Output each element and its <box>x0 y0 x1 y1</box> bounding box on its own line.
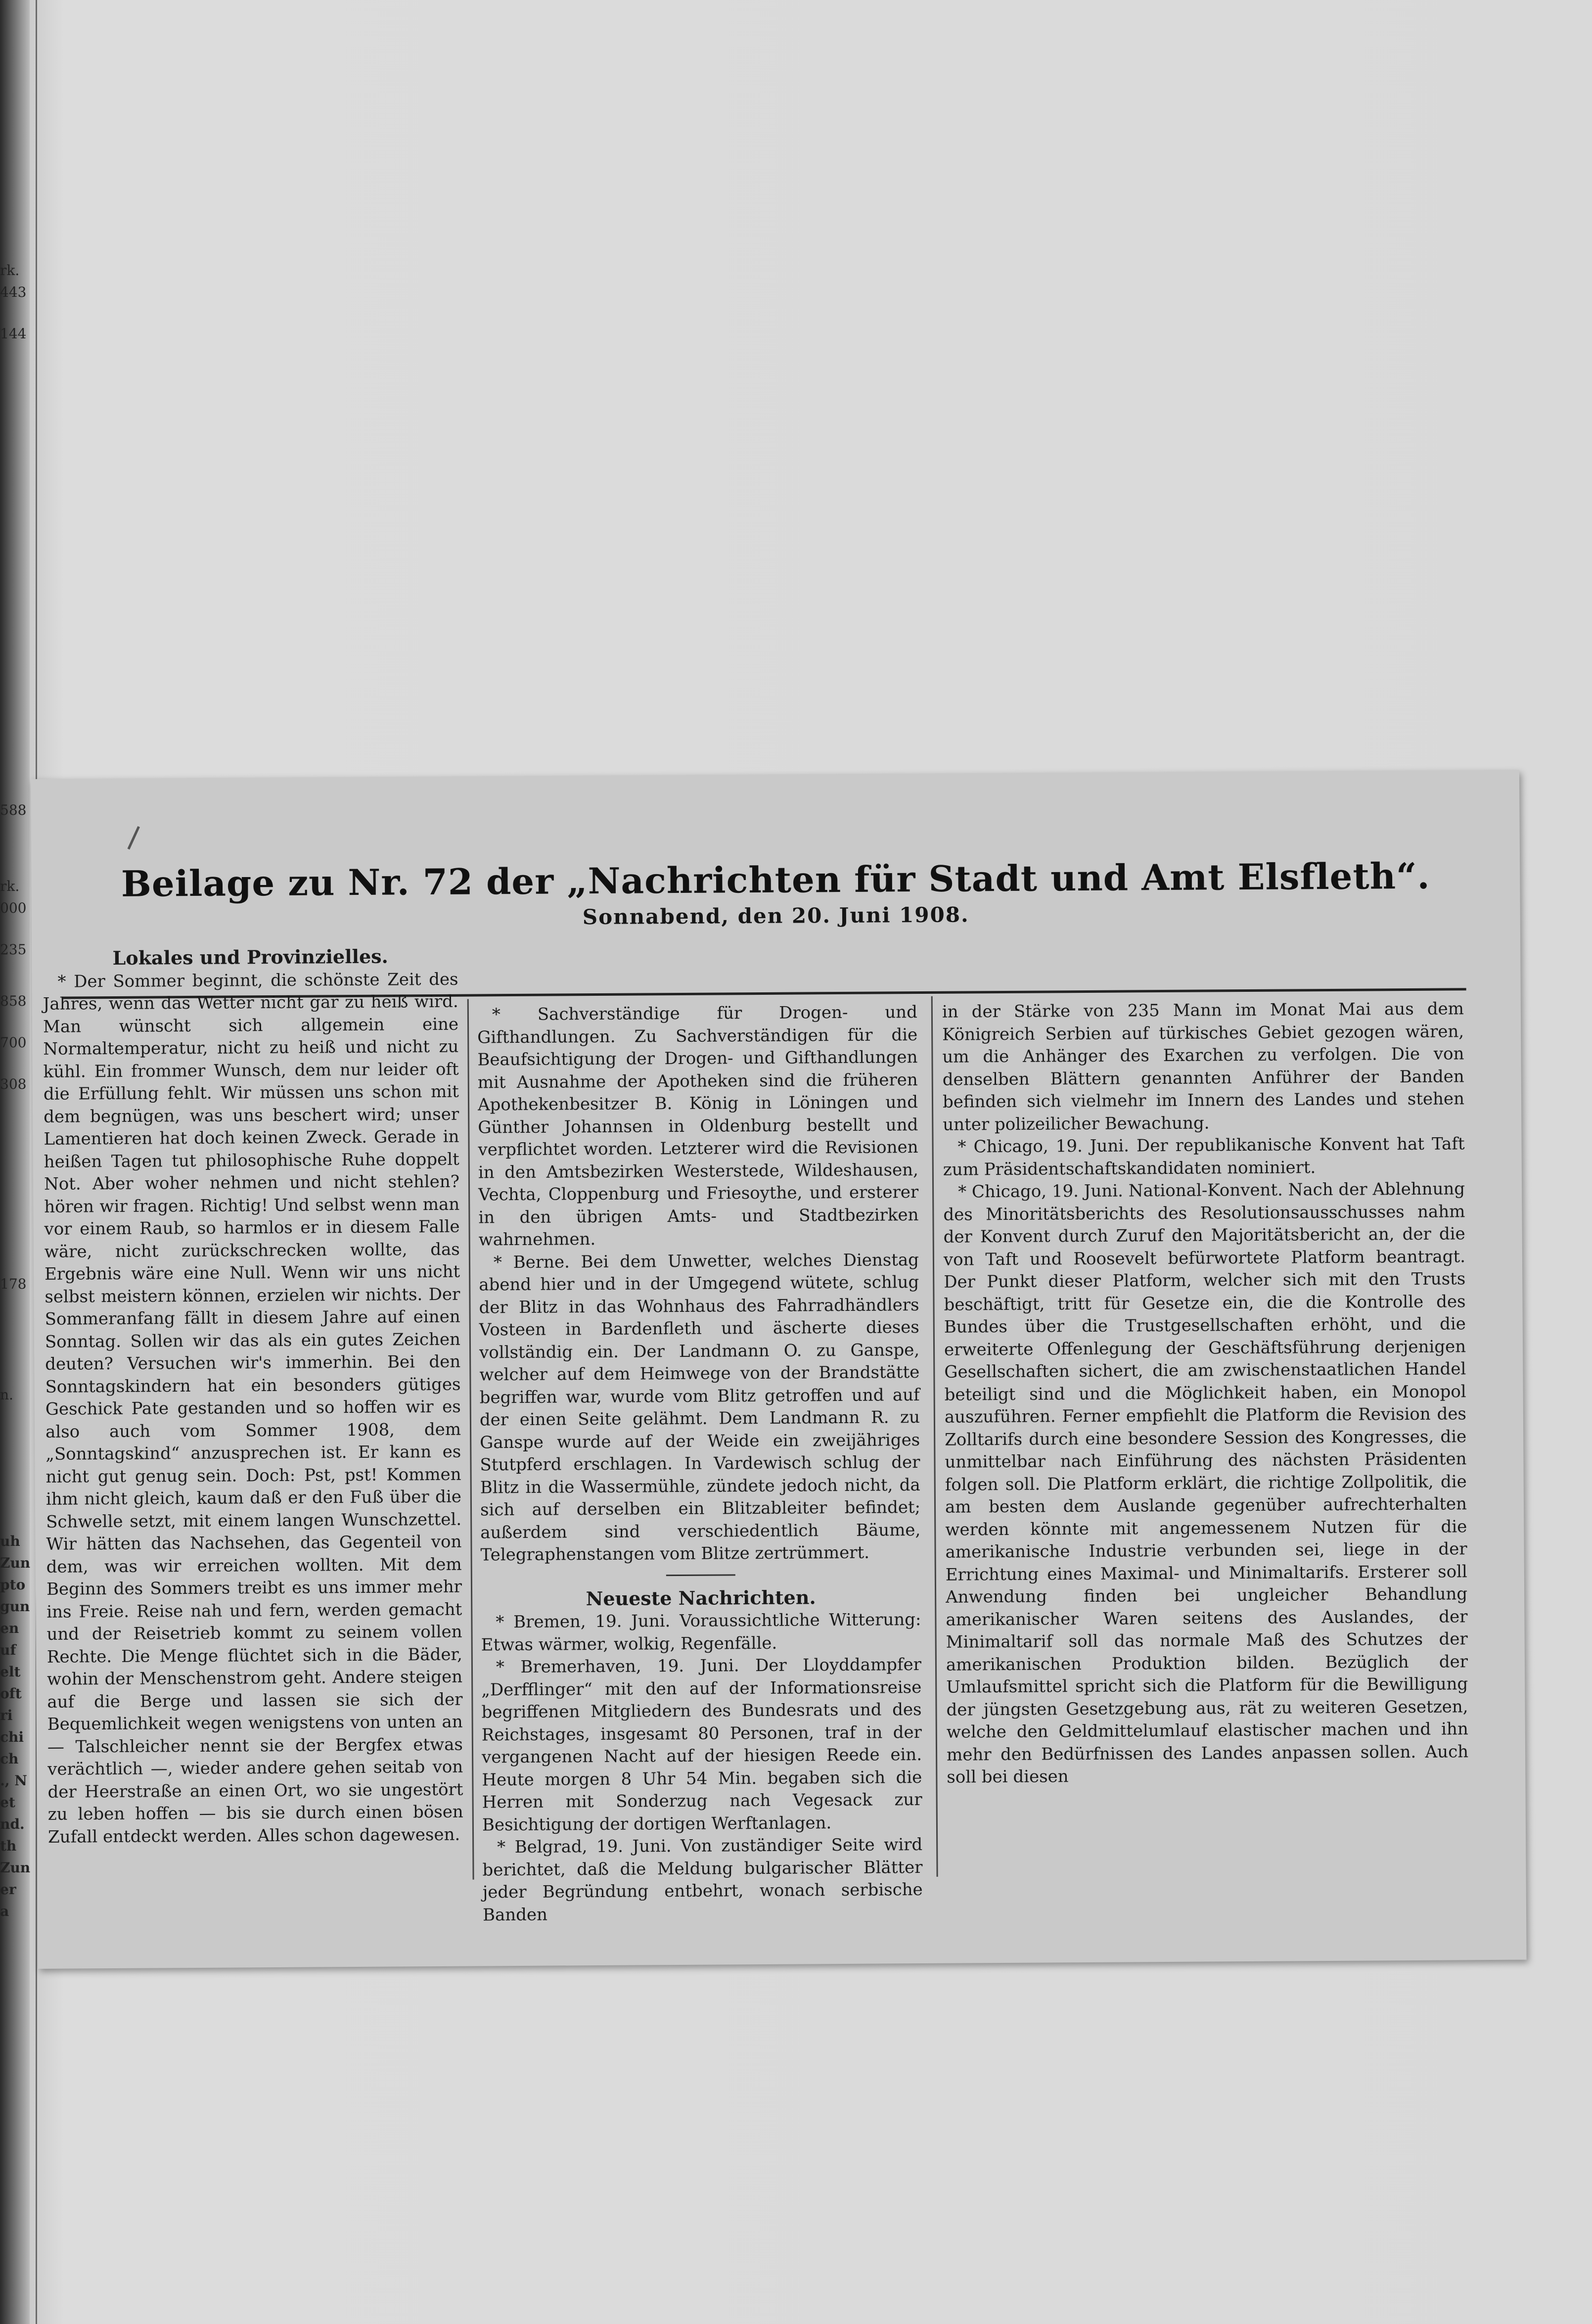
margin-fragment: en <box>0 1620 19 1636</box>
margin-fragment: 144 <box>0 325 27 342</box>
margin-fragments-top <box>0 260 36 345</box>
margin-fragment: 235 <box>0 941 27 958</box>
margin-fragment: n. <box>0 1387 13 1403</box>
margin-fragment: elt <box>0 1664 21 1680</box>
margin-fragment: 858 <box>0 993 27 1009</box>
margin-fragment: nd. <box>0 1816 25 1832</box>
article-bremerhaven: * Bremerhaven, 19. Juni. Der Lloyddampfer „Derfflinger“ mit den auf der Informationsreise begriffenen Mitgliedern des Bundesrats und des Reichstages, insgesamt 80 Personen, traf in der vergangenen Nacht auf der hiesigen Reede ein. Heute morgen 8 Uhr 54 Min. begaben sich die Herren mit Sonderzug nach Vegesack zur Besichtigung der dortigen Werftanlagen. <box>481 1655 922 1835</box>
margin-fragment: rk. <box>0 262 20 279</box>
margin-fragments-middle <box>0 799 36 1405</box>
article-belgrad-cont: in der Stärke von 235 Mann im Monat Mai aus dem Königreich Serbien auf türkisches Gebiet gezogen wären, um die Anhänger des Exarchen zu verfolgen. Die von denselben Blättern genannten Anführer der Banden befinden sich vielmehr im Innern des Landes und stehen unter polizeilicher Bewachung. <box>942 999 1465 1135</box>
margin-fragment: 588 <box>0 802 27 818</box>
margin-fragment: rk. <box>0 878 20 894</box>
margin-fragment: pto <box>0 1577 26 1593</box>
margin-fragment: ., N <box>0 1772 27 1789</box>
margin-fragment: uf <box>0 1642 16 1658</box>
section-heading: Lokales und Provinzielles. <box>112 945 388 969</box>
sheet-header <box>31 854 1520 932</box>
article-chicago-2: * Chicago, 19. Juni. National-Konvent. Nach der Ablehnung des Minoritätsberichts des Resolutionsausschusses nahm der Konvent durch Zuruf den Majoritätsbericht an, der die von Taft und Roosevelt befürwortete Platform beantragt. Der Punkt dieser Platform, welcher sich mit den Trusts beschäftigt, tritt für Gesetze ein, die die Kontrolle des Bundes über die Trustgesellschaften erhöht, und die erweiterte Offenlegung der Geschäftsführung derjenigen Gesellschaften sichert, die am zwischenstaatlichen Handel beteiligt sind und die Möglichkeit haben, ein Monopol auszuführen. Ferner empfiehlt die Platform die Revision des Zolltarifs durch eine besondere Session des Kongresses, die unmittelbar nach Einführung des nächsten Präsidenten folgen soll. Die Platform erklärt, die richtige Zollpolitik, die am besten dem Auslande gegenüber aufrechterhalten werden könnte mit angemessenem Nutzen für die amerikanische Industrie verbunden sei, liege in der Errichtung eines Maximal- und Minimaltarifs. Ersterer soll Anwendung finden bei ungleicher Behandlung amerikanischer Waren seitens des Auslandes, der Minimaltarif soll das normale Maß des Schutzes der amerikanischen Produktion bilden. Bezüglich der Umlaufsmittel spricht sich die Platform für die Bewilligung der jüngsten Gesetzgebung aus, rät zu weiteren Gesetzen, welche den Geldmittelumlauf elastischer machen und ihn mehr den Bedürfnissen des Landes anpassen sollen. Auch soll bei diesen <box>943 1179 1469 1787</box>
margin-fragment: oft <box>0 1685 22 1702</box>
margin-fragment: uh <box>0 1533 20 1549</box>
article-belgrad: * Belgrad, 19. Juni. Von zuständiger Seite wird berichtet, daß die Meldung bulgarischer Blätter jeder Begründung entbehrt, wonach serbische Banden <box>482 1835 923 1925</box>
column-local-news <box>43 945 463 1849</box>
margin-fragment: ch <box>0 1751 19 1767</box>
margin-fragment: er <box>0 1881 16 1898</box>
column-right <box>942 998 1469 1789</box>
margin-fragment: 178 <box>0 1276 27 1292</box>
margin-fragments-bottom <box>0 1529 36 1920</box>
margin-fragment: th <box>0 1838 17 1854</box>
article-experts: * Sachverständige für Drogen- und Gifthandlungen. Zu Sachverständigen für die Beaufsichtigung der Drogen- und Gifthandlungen mit Ausnahme der Apotheken sind die früheren Apothekenbesitzer B. König in Löningen und Günther Johannsen in Oldenburg bestellt und verpflichtet worden. Letzterer wird die Revisionen in den Amtsbezirken Westerstede, Wildeshausen, Vechta, Cloppenburg und Friesoythe, und ersterer in den übrigen Amts- und Stadtbezirken wahrnehmen. <box>477 1002 919 1250</box>
newspaper-supplement-sheet <box>31 770 1527 1969</box>
article-bremen: * Bremen, 19. Juni. Voraussichtliche Witterung: Etwas wärmer, wolkig, Regenfälle. <box>481 1610 921 1655</box>
margin-fragment: chi <box>0 1729 24 1745</box>
column-middle <box>477 1001 923 1926</box>
article-summer: * Der Sommer beginnt, die schönste Zeit des Jahres, wenn das Wetter nicht gar zu heiß wird. Man wünscht sich allgemein eine Normaltemperatur, nicht zu heiß und nicht zu kühl. Ein frommer Wunsch, dem nur leider oft die Erfüllung fehlt. Wir müssen uns schon mit dem begnügen, was uns beschert wird; unser Lamentieren hat doch keinen Zweck. Gerade in heißen Tagen tut philosophische Ruhe doppelt Not. Aber woher nehmen und nicht stehlen? hören wir fragen. Richtig! Und selbst wenn man vor einem Raub, so harmlos er in diesem Falle wäre, nicht zurückschrecken wollte, das Ergebnis wäre eine Null. Wenn wir uns nicht selbst meistern können, erzielen wir nichts. Der Sommeranfang fällt in diesem Jahre auf einen Sonntag. Sollen wir das als ein gutes Zeichen deuten? Versuchen wir's immerhin. Bei den Sonntagskindern hat ein besonders gütiges Geschick Pate gestanden und so hoffen wir es also auch vom Sommer 1908, dem „Sonntagskind“ anzusprechen ist. Er kann es nicht gut genug sein. Doch: Pst, pst! Kommen ihm nicht gleich, kaum daß er den Fuß über die Schwelle setzt, mit einem langen Wunschzettel. Wir hätten das Nachsehen, das Gegenteil von dem, was wir erreichen wollten. Mit dem Beginn des Sommers treibt es uns immer mehr ins Freie. Reise nah und fern, werden gemacht und der Reisetrieb kommt zu seinem vollen Rechte. Die Menge flüchtet sich in die Bäder, wohin der Menschenstrom geht. Andere steigen auf die Berge und lassen sie sich der Bequemlichkeit wegen wenigstens von unten an — Talschleicher nennt sie der Bergfex etwas verächtlich —, wieder andere gehen seitab von der Heerstraße an einen Ort, wo sie ungestört zu leben hoffen — bis sie durch einen bösen Zufall entdeckt werden. Alles schon dagewesen. <box>43 969 463 1847</box>
margin-fragment: 443 <box>0 284 27 300</box>
margin-fragment: et <box>0 1794 15 1811</box>
section-divider <box>666 1574 735 1576</box>
margin-fragment: 308 <box>0 1076 27 1092</box>
supplement-title: Beilage zu Nr. 72 der „Nachrichten für Stadt und Amt Elsfleth“. <box>121 854 1430 905</box>
article-berne: * Berne. Bei dem Unwetter, welches Dienstag abend hier und in der Umgegend wütete, schlug der Blitz in das Wohnhaus des Fahrradhändlers Vosteen in Bardenfleth und äscherte dieses vollständig ein. Der Landmann O. zu Ganspe, welcher auf dem Heimwege von der Brandstätte begriffen war, wurde vom Blitz getroffen und auf der einen Seite gelähmt. Dem Landmann R. zu Ganspe wurde auf der Weide ein zweijähriges Stutpferd erschlagen. In Vardewisch schlug der Blitz in die Wassermühle, zündete jedoch nicht, da sich auf derselben ein Blitzableiter befindet; außerdem sind verschiedentlich Bäume, Telegraphenstangen vom Blitze zertrümmert. <box>479 1250 921 1565</box>
margin-fragment: Zun <box>0 1555 31 1571</box>
margin-fragment: gun <box>0 1598 30 1615</box>
article-chicago-1: * Chicago, 19. Juni. Der republikanische Konvent hat Taft zum Präsidentschaftskandidaten nominiert. <box>943 1134 1465 1180</box>
ink-mark <box>128 826 140 850</box>
margin-fragment: Zun <box>0 1859 31 1876</box>
column-divider <box>931 996 938 1877</box>
margin-fragment: 700 <box>0 1034 27 1051</box>
margin-fragment: a <box>0 1903 9 1919</box>
margin-fragment: 000 <box>0 900 27 916</box>
dateline: Sonnabend, den 20. Juni 1908. <box>582 902 969 930</box>
section-heading: Neueste Nachrichten. <box>586 1585 816 1610</box>
margin-fragment: ri <box>0 1707 13 1723</box>
column-divider <box>467 999 474 1880</box>
